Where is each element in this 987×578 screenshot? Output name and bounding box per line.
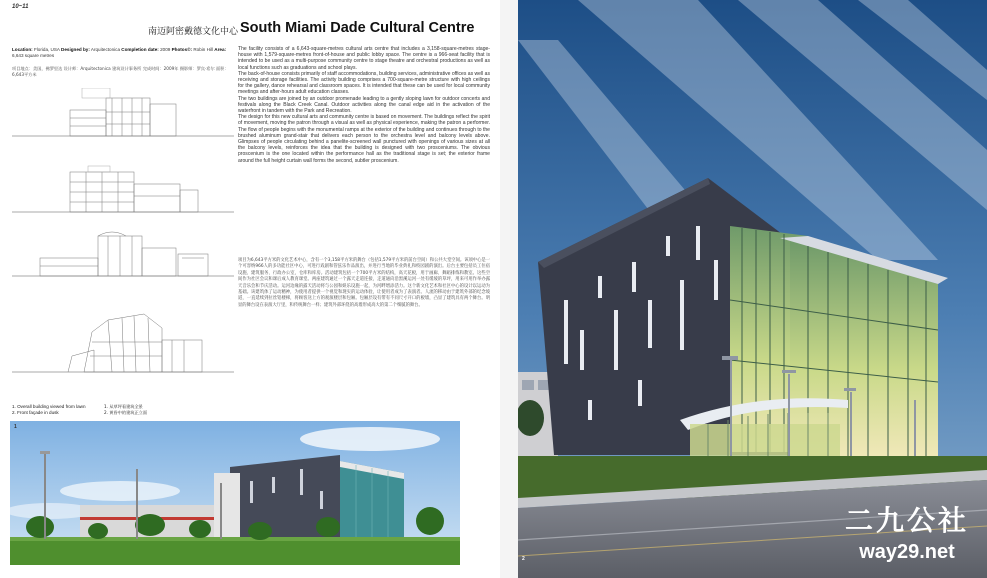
elevation-drawing-3	[12, 232, 234, 276]
meta-value-area: 6,643 square metres	[12, 53, 55, 59]
photo-front-facade-dusk	[518, 0, 987, 578]
elevation-drawing-1	[12, 88, 234, 136]
captions-english	[12, 404, 102, 416]
photo-number-2: 2	[522, 556, 525, 562]
photo-number-1: 1	[14, 424, 17, 430]
project-meta-chinese: 项目地点：美国，佛罗里达 设计师：Arquitectonica 建筑设计事务所 完成时间：2009年 摄影师：罗宾·希尔 面积：6,643平方米	[12, 66, 229, 78]
meta-value-photos: Robin Hill	[193, 47, 215, 52]
elevation-drawings	[12, 88, 234, 400]
meta-label-photos: Photos©:	[171, 47, 193, 52]
page-folio: 10~11	[12, 4, 29, 10]
body-paragraph: The two buildings are joined by an outdoor promenade leading to a gently sloping lawn for outdoor concerts and festivals along the Black Creek Canal. Outdoor activities along the canal edge aid in the activation of the waterfront in tandem with the Park and Recreation.	[238, 95, 490, 115]
elevation-drawing-2	[12, 166, 234, 212]
watermark-chinese: 二九公社	[844, 504, 969, 537]
body-paragraph: The back-of-house consists primarily of staff accommodations, building services, administrative offices as well as receiving and storage facilities. The activity building comprises a 700-square-metre structure with high ceilings for the gallery, dance rehearsal and classroom spaces. It is intended that these can be used for local community meetings and after-hours adult education classes.	[238, 70, 490, 96]
watermark	[845, 499, 969, 564]
title-chinese: 南迈阿密戴德文化中心	[148, 27, 239, 37]
title-row	[148, 20, 488, 38]
meta-value-location: Florida, USA	[33, 47, 62, 52]
photo-illustration-day	[10, 421, 460, 565]
project-meta-english	[12, 47, 236, 60]
page-gutter	[500, 0, 518, 578]
caption-1-en: 1. Overall building viewed from lawn	[12, 404, 86, 409]
meta-label-area: Area:	[214, 47, 227, 52]
right-page-photo	[518, 0, 987, 578]
caption-2-zh: 2. 黄昏中的建筑正立面	[104, 410, 148, 415]
body-paragraph: The facility consists of a 6,643-square-metres cultural arts centre that includes a 3,158-square-metres stage-house with 1,579-square-metres front-of-house and public lobby space. The centre is a 966-seat facility that is intended to be used as a multi-purpose community centre to stage theatre and orchestral productions as well as local functions such as graduations and school plays.	[238, 46, 490, 71]
meta-value-designer: Arquitectonica	[90, 47, 122, 52]
meta-label-designer: Designed by:	[61, 47, 90, 52]
meta-label-location: Location:	[12, 47, 33, 52]
caption-1-zh: 1. 从草坪看建筑全景	[104, 404, 143, 409]
watermark-url: way29.net	[859, 541, 955, 563]
captions-chinese	[104, 404, 224, 416]
photo-overall-building-lawn	[10, 421, 460, 565]
body-text-chinese: 项目为6,643平方米的文化艺术中心，含有一个3,158平方米的舞台（包括1,579平方米的前台空间）和公共大堂空间。该项中心是一个可容纳966人的多功能社区中心，可进行戏剧和管弦乐作品演出，并进行当地的毕业典礼和校园剧的演出。后台主要包括员工住宿设施、建筑服务、行政办公室，仓库和库房。活动建筑包括一个700平方米的结构，高天花板，用于画廊、舞蹈排练和教室。这些空间作为社区会议和课后成人教育课堂。两座建筑通过一个露天走道连接，走道通向沿黑溪运河一处有缓坡的草坪，用来可用作举办露天音乐会和节庆活动。运河边缘的露天活动将与公园和娱乐设施一起，为河畔增添活力。这个新文化艺术和社区中心的设计以运动为基础。该建筑体了运动精神，为使用者提供一个视觉和现实的运动体验，让使用者成为了表演者。人流的移动由于建筑外部的纪念坡道，一直延续到拉丝铝楼梯，将顾客送上方的观演楼层和包厢。包厢层设有带有不同尺寸开口的板墙，凸显了建筑具有两个舞台。明显的舞台设在表演大厅里，和传统舞台一样；建筑外部环绕的高墙形成高大的第二个细腻的舞台。	[238, 258, 490, 308]
body-text-english	[238, 46, 490, 164]
meta-label-completion: Completion date:	[121, 47, 159, 52]
meta-value-completion: 2009	[160, 47, 172, 52]
page-title: South Miami Dade Cultural Centre	[240, 20, 475, 36]
body-paragraph: The design for this new cultural arts and community centre is based on movement. The buildings reflect the spirit of movement, moving the patron through a visual as well as physical experience, making the patron a performer. The flow of people begins with the monumental ramps at the exterior of the building and continues through to the brushed aluminum grand-stair that delivers each person to the orchestra level and balcony levels above. Glimpses of people circulating behind a panelite-screened wall punctured with openings of various sizes at all the balcony levels, reinforces the idea that the building is designed with two prosceniums. The obvious proscenium is the one located within the performance hall as the traditional stage is set; the exterior frame around the full height curtain wall forms the second, subtler proscenium.	[238, 114, 490, 164]
elevation-drawing-4	[12, 314, 234, 372]
caption-2-en: 2. Front façade in dusk	[12, 410, 59, 415]
